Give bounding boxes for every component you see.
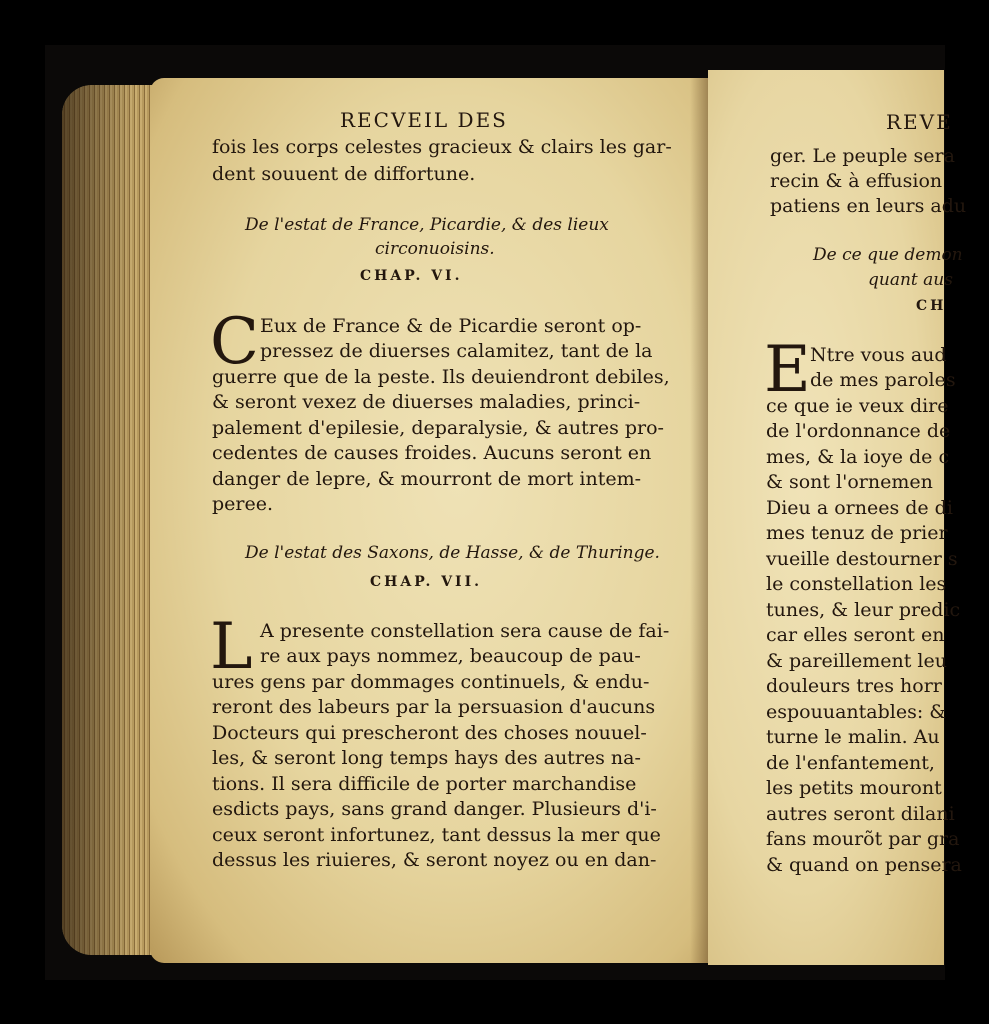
text-line: Dieu a ornees de di (766, 497, 953, 519)
text-line: dent souuent de diffortune. (212, 163, 476, 185)
text-line: tions. Il sera difficile de porter marchandise (212, 773, 637, 795)
drop-cap: L (210, 610, 253, 684)
text-line: ures gens par dommages continuels, & endu- (212, 671, 650, 693)
chapter-label: CHAP. VII. (370, 574, 483, 590)
text-line: car elles seront en (766, 624, 945, 646)
text-line: espouuantables: & (766, 701, 947, 723)
text-line: cedentes de causes froides. Aucuns seront en (212, 442, 652, 464)
text-line: patiens en leurs adu (770, 195, 967, 217)
text-line: tunes, & leur predic (766, 599, 961, 621)
text-line: de l'ordonnance de (766, 420, 951, 442)
text-line: fois les corps celestes gracieux & clairs les gar- (212, 136, 672, 158)
text-line: & seront vexez de diuerses maladies, princi- (212, 391, 641, 413)
text-line: danger de lepre, & mourront de mort intem- (212, 468, 642, 490)
text-line: reront des labeurs par la persuasion d'aucuns (212, 696, 656, 718)
text-line: & pareillement leu (766, 650, 947, 672)
text-line: peree. (212, 493, 274, 515)
text-line: ce que ie veux dire (766, 395, 949, 417)
text-line: le constellation les (766, 573, 947, 595)
right-page (708, 70, 967, 965)
text-line: pressez de diuerses calamitez, tant de la (260, 340, 653, 362)
text-line: autres seront dilani (766, 803, 955, 825)
chapter-label: CH (916, 298, 947, 314)
text-line: Docteurs qui prescheront des choses nouuel- (212, 722, 647, 744)
text-line: de mes paroles (810, 369, 956, 391)
chapter-label: CHAP. VI. (360, 268, 463, 284)
text-line: A presente constellation sera cause de fai- (260, 620, 670, 642)
text-line: les petits mouront (766, 777, 942, 799)
text-line: & sont l'ornemen (766, 471, 933, 493)
text-line: Ntre vous aud (810, 344, 947, 366)
text-line: mes, & la ioye de c (766, 446, 950, 468)
section-heading: De l'estat de France, Picardie, & des lieux (245, 215, 609, 235)
section-heading: De ce que demon (813, 245, 963, 265)
section-heading: quant aus (868, 270, 953, 290)
text-line: palement d'epilesie, deparalysie, & autres pro- (212, 417, 664, 439)
left-running-head: RECVEIL DES (340, 108, 508, 132)
text-line: ger. Le peuple sera (770, 145, 955, 167)
drop-cap: E (764, 333, 811, 407)
text-line: ceux seront infortunez, tant dessus la mer que (212, 824, 661, 846)
text-line: Eux de France & de Picardie seront op- (260, 315, 642, 337)
text-line: mes tenuz de prier (766, 522, 948, 544)
text-line: esdicts pays, sans grand danger. Plusieurs d'i- (212, 798, 657, 820)
text-line: douleurs tres horr (766, 675, 942, 697)
text-line: de l'enfantement, (766, 752, 935, 774)
text-line: dessus les riuieres, & seront noyez ou en dan- (212, 849, 657, 871)
left-page (150, 78, 710, 963)
text-line: vueille destourner s (766, 548, 958, 570)
section-heading: circonuoisins. (375, 239, 495, 259)
text-line: & quand on pensera (766, 854, 962, 876)
text-line: fans mourõt par gra (766, 828, 960, 850)
section-heading: De l'estat des Saxons, de Hasse, & de Thuringe. (245, 543, 660, 563)
text-line: les, & seront long temps hays des autres na- (212, 747, 641, 769)
text-line: recin & à effusion (770, 170, 943, 192)
drop-cap: C (210, 305, 259, 379)
text-line: turne le malin. Au (766, 726, 940, 748)
text-line: re aux pays nommez, beaucoup de pau- (260, 645, 641, 667)
text-line: guerre que de la peste. Ils deuiendront debiles, (212, 366, 670, 388)
right-running-head: REVE (886, 110, 953, 134)
